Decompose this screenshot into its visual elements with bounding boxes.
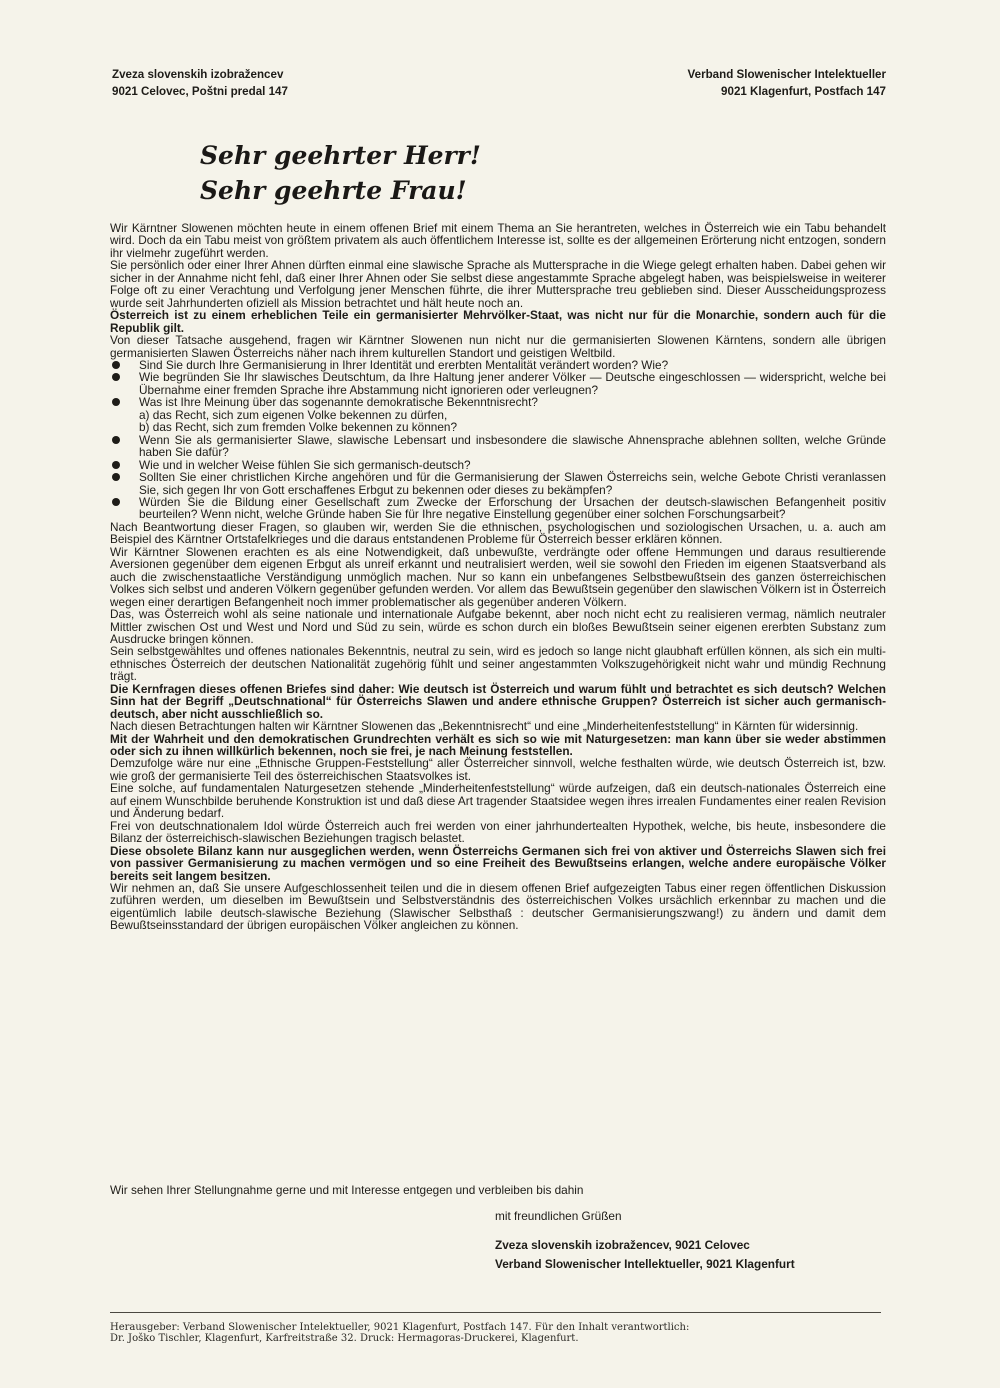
salutation-herr: Sehr geehrter Herr!	[200, 141, 481, 170]
imprint-line: Dr. Joško Tischler, Klagenfurt, Karfreitstraße 32. Druck: Hermagoras-Druckerei, Klagenfurt.	[110, 1333, 579, 1345]
question-item	[110, 371, 886, 396]
question-text: Wie und in welcher Weise fühlen Sie sich germanisch-deutsch?	[139, 457, 471, 472]
paragraph: Sie persönlich oder einer Ihrer Ahnen dürften einmal eine slawische Sprache als Muttersprache in die Wiege gelegt erhalten haben. Dabei gehen wir sicher in der Annahme nicht fehl, daß einer Ihrer Ahnen oder Sie selbst diese angestammte Sprache abgelegt haben, was beispielsweise in weiterer Folge oft zu einer Verachtung und Verfolgung jener Menschen führte, die ihrer Muttersprache treu geblieben sind. Dieser Ausscheidungsprozess wurde seit Jahrhunderten ofiziell als Mission betrachtet und hält heute noch an.	[110, 258, 886, 310]
regards: mit freundlichen Grüßen	[495, 1209, 622, 1223]
header-german	[688, 66, 886, 100]
salutation	[200, 138, 481, 208]
paragraph: Das, was Österreich wohl als seine nationale und internationale Aufgabe bekennt, aber noch nicht echt zu realisieren vermag, nämlich neutraler Mittler zwischen Ost und West und Nord und Süd zu sein, würde es schon durch ein bloßes Bewußtsein seiner eigenen ererbten Substanz zum Ausdrucke bringen können.	[110, 607, 886, 646]
question-text: Wenn Sie als germanisierter Slawe, slawische Lebensart und insbesondere die slawische Ahnensprache ablehnen sollten, welche Gründe haben Sie dafür?	[139, 432, 886, 460]
question-text: Würden Sie die Bildung einer Gesellschaft zum Zwecke der Erforschung der Ursachen der deutsch-slawischen Befangenheit positiv beurteilen? Wenn nicht, welche Gründe haben Sie für Ihre negative Einstellung gegenüber einer solchen Forschungsarbeit?	[139, 494, 886, 522]
imprint	[110, 1322, 886, 1345]
paragraph: Nach diesen Betrachtungen halten wir Kärntner Slowenen das „Bekenntnisrecht“ und eine „Minderheitenfeststellung“ in Kärnten für widersinnig.	[110, 719, 859, 734]
signature-de: Verband Slowenischer Intellektueller, 9021 Klagenfurt	[495, 1257, 795, 1271]
bullet-icon	[112, 398, 120, 406]
paragraph: Wir Kärntner Slowenen erachten es als eine Notwendigkeit, daß unbewußte, verdrängte oder offene Hemmungen und daraus resultierende Aversionen gegenüber dem eigenen Erbgut als unreif erkannt und neutralisiert werden, weil sie sowohl den Frieden im eigenen Staatsverband als auch die zwischenstaatliche Verständigung unmöglich machen. Nur so kann ein unbefangenes Selbstbewußtsein des ganzen österreichischen Volkes sich selbst und anderen Völkern gegenüber gefunden werden. Vor allem das Bewußtsein gegenüber den slawischen Völkern ist in Österreich wegen einer derartigen Befangenheit noch immer problematischer als gegenüber anderen Völkern.	[110, 544, 886, 609]
question-list	[110, 359, 886, 521]
paragraph: Wir nehmen an, daß Sie unsere Aufgeschlossenheit teilen und die in diesem offenen Brief aufgezeigten Tabus einer regen öffentlichen Diskussion zuführen werden, um dieselben im Bewußtsein und Selbstverständnis des österreichischen Volkes ursächlich erkennbar zu machen und die eigentümlich labile deutsch-slawische Beziehung (Slawischer Selbsthaß : deutscher Germanisierungszwang!) zu ändern und damit dem Bewußtseinsstandard der übrigen europäischen Völker angleichen zu können.	[110, 881, 886, 933]
question-item	[110, 434, 886, 459]
bold-paragraph: Mit der Wahrheit und den demokratischen Grundrechten verhält es sich so wie mit Naturgesetzen: man kann über sie weder abstimmen oder sich zu ihnen willkürlich bekennen, noch sie frei, je nach Meinung feststellen.	[110, 731, 886, 759]
bold-paragraph: Die Kernfragen dieses offenen Briefes sind daher: Wie deutsch ist Österreich und warum fühlt und betrachtet es sich deutsch? Welchen Sinn hat der Begriff „Deutschnational“ für Österreichs Slawen und andere ethnische Gruppen? Österreich ist sicher auch germanisch-deutsch, aber nicht ausschließlich so.	[110, 681, 886, 721]
bullet-icon	[112, 361, 120, 369]
question-text: Wie begründen Sie Ihr slawisches Deutschtum, da Ihre Haltung jener anderer Völker — Deutsche eingeschlossen — widerspricht, welche bei Übernahme einer fremden Sprache ihre Abstammung nicht ignorieren oder verleugnen?	[139, 370, 886, 397]
question-text: Sollten Sie einer christlichen Kirche angehören und für die Germanisierung der Slawen Österreichs sein, welche Gebote Christi veranlassen Sie, sich gegen Ihr von Gott erschaffenes Erbgut zu bekennen oder dieses zu bekämpfen?	[139, 470, 886, 497]
paragraph: Eine solche, auf fundamentalen Naturgesetzen stehende „Minderheitenfeststellung“ würde aufzeigen, daß ein deutsch-nationales Österreich eine auf einem Wunschbilde beruhende Konstruktion ist und daß diese Art tragender Staatsidee wegen ihres irrealen Fundamentes einer realen Revision und Änderung bedarf.	[110, 781, 886, 821]
paragraph: Wir Kärntner Slowenen möchten heute in einem offenen Brief mit einem Thema an Sie herantreten, welches in Österreich wie ein Tabu behandelt wird. Doch da ein Tabu meist von größtem privatem als auch öffentlichem Interesse ist, sollte es der allgemeinen Erörterung nicht entzogen, sondern ihr vielmehr zugeführt werden.	[110, 221, 886, 260]
bullet-icon	[112, 436, 120, 444]
header-slovene	[112, 66, 288, 100]
bold-paragraph: Österreich ist zu einem erheblichen Teile ein germanisierter Mehrvölker-Staat, was nicht nur für die Monarchie, sondern auch für die Republik gilt.	[110, 308, 886, 335]
paragraph: Von dieser Tatsache ausgehend, fragen wir Kärntner Slowenen nun nicht nur die germanisierten Slowenen Kärntens, sondern alle übrigen germanisierten Slawen Österreichs näher nach ihrem kulturellen Standort und geistigen Weltbild.	[110, 333, 886, 360]
header-address-sl: 9021 Celovec, Poštni predal 147	[112, 85, 288, 98]
question-item	[110, 496, 886, 521]
argument-section	[110, 521, 886, 932]
bold-paragraph: Diese obsolete Bilanz kann nur ausgeglichen werden, wenn Österreichs Germanen sich frei von aktiver und Österreichs Slawen sich frei von passiver Germanisierung zu machen vermögen und so eine Freiheit des Bewußtseins erlangen, welche andere europäische Völker bereits seit langem besitzen.	[110, 843, 886, 883]
question-subitem: b) das Recht, sich zum fremden Volke bekennen zu können?	[139, 420, 458, 435]
question-subitem: a) das Recht, sich zum eigenen Volke bekennen zu dürfen,	[139, 407, 448, 422]
paragraph: Nach Beantwortung dieser Fragen, so glauben wir, werden Sie die ethnischen, psychologischen und soziologischen Ursachen, u. a. auch am Beispiel des Kärntner Ortstafelkrieges und die daraus entstandenen Probleme für Österreich besser erklären können.	[110, 519, 886, 547]
letter-body	[110, 222, 886, 932]
signature-sl: Zveza slovenskih izobražencev, 9021 Celovec	[495, 1238, 750, 1252]
header-org-name-de: Verband Slowenischer Intelektueller	[687, 68, 886, 81]
salutation-frau: Sehr geehrte Frau!	[200, 176, 467, 205]
bullet-icon	[112, 498, 120, 506]
question-text: Sind Sie durch Ihre Germanisierung in Ihrer Identität und ererbten Mentalität verändert worden? Wie?	[139, 357, 669, 372]
paragraph: Demzufolge wäre nur eine „Ethnische Gruppen-Feststellung“ aller Österreicher sinnvoll, welche festhalten würde, wie deutsch Österreich ist, bzw. wie groß der germanisierte Teil des österreichischen Staatsvolkes ist.	[110, 756, 886, 783]
header-address-de: 9021 Klagenfurt, Postfach 147	[721, 85, 886, 98]
paragraph: Frei von deutschnationalem Idol würde Österreich auch frei werden von einer jahrhundertealten Hypothek, welche, bis heute, insbesondere die Bilanz der österreichisch-slawischen Beziehungen tragisch belastet.	[110, 818, 886, 846]
bullet-icon	[112, 473, 120, 481]
paragraph: Sein selbstgewähltes und offenes nationales Bekenntnis, neutral zu sein, wird es jedoch so lange nicht glaubhaft erfüllen können, als sich ein multi-ethnisches Österreich der deutschen Nationalität zugehörig fühlt und seiner angestammten Volkszugehörigkeit nicht wahr und mündig Rechnung trägt.	[110, 644, 886, 684]
imprint-line: Herausgeber: Verband Slowenischer Intelektueller, 9021 Klagenfurt, Postfach 147. Für den Inhalt verantwortlich:	[110, 1322, 690, 1333]
signature-block	[495, 1236, 795, 1274]
bullet-icon	[112, 461, 120, 469]
question-item	[110, 396, 886, 433]
header-org-name-sl: Zveza slovenskih izobražencev	[112, 68, 284, 81]
question-text: Was ist Ihre Meinung über das sogenannte demokratische Bekenntnisrecht?	[139, 395, 538, 410]
closing-line: Wir sehen Ihrer Stellungnahme gerne und mit Interesse entgegen und verbleiben bis dahin	[110, 1183, 584, 1197]
intro-section	[110, 222, 886, 359]
bullet-icon	[112, 373, 120, 381]
footer-divider	[110, 1312, 881, 1313]
question-item	[110, 471, 886, 496]
